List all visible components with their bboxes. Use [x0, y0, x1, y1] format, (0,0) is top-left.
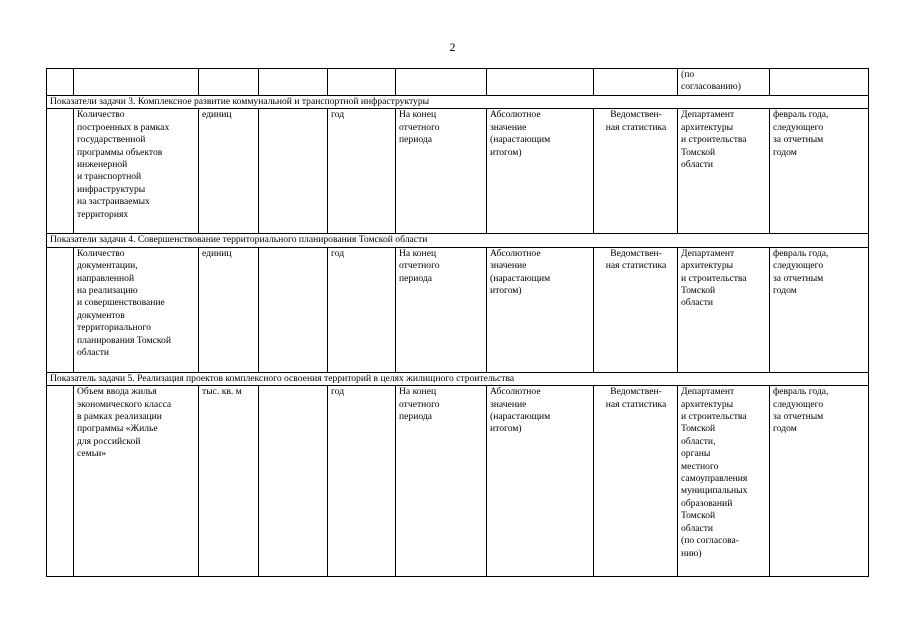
cell-deadline: февраль года, следующего за отчетным годом	[770, 386, 869, 577]
cell-period: год	[328, 386, 396, 577]
cell-responsible: Департамент архитектуры и строительства Томской области	[678, 247, 770, 372]
cell-name: Объем ввода жилья экономического класса в рамках реализации программы «Жилье для российской семьи»	[74, 386, 199, 577]
page-number: 2	[449, 40, 456, 54]
cell-empty	[259, 69, 328, 96]
cell-empty	[259, 247, 328, 372]
cell-unit	[199, 69, 259, 96]
cell-num	[47, 386, 74, 577]
continuation-row	[47, 69, 869, 96]
section-header-row	[47, 234, 869, 247]
table-row	[47, 247, 869, 372]
section-title: Показатели задачи 3. Комплексное развитие коммунальной и транспортной инфраструктуры	[47, 96, 869, 109]
cell-empty	[259, 109, 328, 234]
cell-unit: единиц	[199, 247, 259, 372]
cell-responsible: (по согласованию)	[678, 69, 770, 96]
section-title: Показатели задачи 4. Совершенствование территориального планирования Томской области	[47, 234, 869, 247]
cell-responsible: Департамент архитектуры и строительства Томской области, органы местного самоуправления муниципальных образований Томской области (по согласова- нию)	[678, 386, 770, 577]
cell-method: Абсолютное значение (нарастающим итогом)	[487, 386, 594, 577]
table-row	[47, 109, 869, 234]
cell-name: Количество документации, направленной на реализацию и совершенствование документов территориального планирования Томской области	[74, 247, 199, 372]
indicators-table	[46, 68, 869, 577]
cell-source: Ведомствен- ная статистика	[594, 386, 678, 577]
cell-date: На конец отчетного периода	[396, 247, 487, 372]
cell-method: Абсолютное значение (нарастающим итогом)	[487, 109, 594, 234]
section-header-row	[47, 96, 869, 109]
cell-deadline	[770, 69, 869, 96]
cell-deadline: февраль года, следующего за отчетным годом	[770, 109, 869, 234]
cell-empty	[259, 386, 328, 577]
cell-deadline: февраль года, следующего за отчетным годом	[770, 247, 869, 372]
cell-unit: единиц	[199, 109, 259, 234]
section-title: Показатель задачи 5. Реализация проектов комплексного освоения территорий в целях жилищного строительства	[47, 372, 869, 385]
cell-date: На конец отчетного периода	[396, 386, 487, 577]
cell-unit: тыс. кв. м	[199, 386, 259, 577]
cell-responsible: Департамент архитектуры и строительства Томской области	[678, 109, 770, 234]
cell-date	[396, 69, 487, 96]
cell-num	[47, 109, 74, 234]
table-row	[47, 386, 869, 577]
cell-period	[328, 69, 396, 96]
cell-name: Количество построенных в рамках государственной программы объектов инженерной и транспортной инфраструктуры на застраиваемых территориях	[74, 109, 199, 234]
cell-method: Абсолютное значение (нарастающим итогом)	[487, 247, 594, 372]
cell-num	[47, 247, 74, 372]
cell-period: год	[328, 109, 396, 234]
cell-source	[594, 69, 678, 96]
cell-date: На конец отчетного периода	[396, 109, 487, 234]
cell-source: Ведомствен- ная статистика	[594, 247, 678, 372]
cell-period: год	[328, 247, 396, 372]
cell-name	[74, 69, 199, 96]
cell-source: Ведомствен- ная статистика	[594, 109, 678, 234]
section-header-row	[47, 372, 869, 385]
cell-method	[487, 69, 594, 96]
cell-num	[47, 69, 74, 96]
